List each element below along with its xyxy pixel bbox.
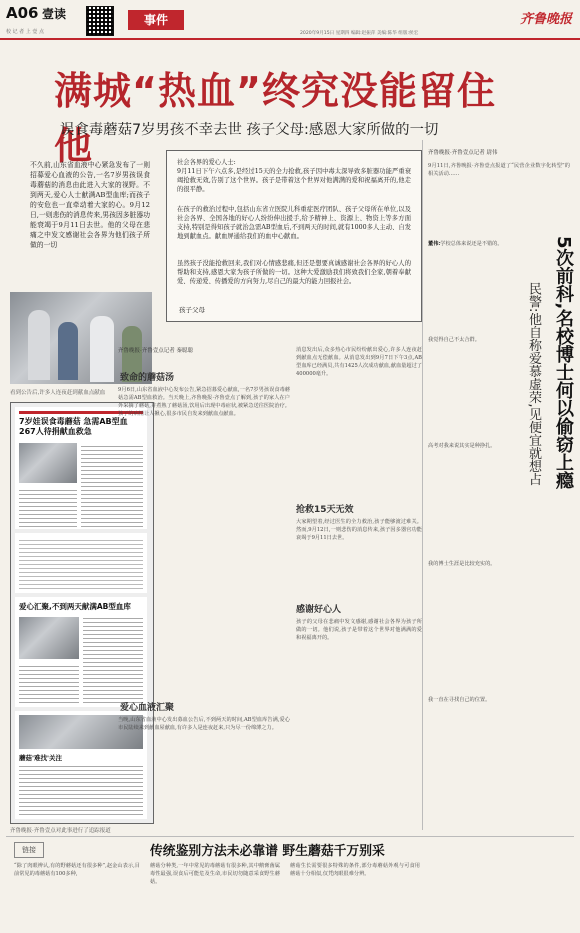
vertical-subheadline: 民警:他自称爱慕虚荣,见便宜就想占 <box>526 282 541 486</box>
link-box-label: 链接 <box>14 842 44 858</box>
section-heading-rescue: 抢救15天无效 <box>296 505 354 515</box>
right-qa-2: 我觉得自己不太合群。 <box>428 337 480 343</box>
section-tag: 事件 <box>128 10 184 30</box>
vertical-headline: 5次前科,名校博士何以偷窃上瘾 <box>553 236 574 490</box>
letter-greeting: 社会各界的爱心人士: <box>177 159 236 166</box>
collage-caption: 齐鲁晚报·齐鲁壹点对此事进行了追踪报道 <box>10 828 111 834</box>
article-byline: 齐鲁晚报·齐鲁壹点记者 秦聪聪 <box>118 348 193 354</box>
article-left-body-1: 9月6日,山东省血液中心发布公告,紧急招募爱心献血,一名7岁男孩误食毒蘑菇急需AB型血救治。当天晚上,齐鲁晚报·齐鲁壹点了解到,孩子的家人在户外采摘了蘑菇,并煮熟了蘑菇汤,饮用后出现中毒症状,被紧急送往医院治疗。孩子的病情让人揪心,很多市民自发来到献血点献血。 <box>118 387 290 417</box>
section-heading-blood: 爱心血液汇聚 <box>120 703 175 713</box>
article-mid-body-2: 大家期望着,经过医生的全力救治,孩子能够渡过难关。然而,9月12日,一则悲伤的消息传来,孩子因多器官功能衰竭于9月11日去世。 <box>296 519 422 541</box>
right-byline: 齐鲁晚报·齐鲁壹点记者 尉伟 <box>428 150 498 156</box>
editor-line: 校 记 者 上 壹 点 <box>6 29 44 35</box>
section-name: 壹读 <box>42 7 67 21</box>
letter-paragraph-1: 9月11日下午六点多,是经过15天的全力抢救,孩子因中毒太深导致多脏器功能严重衰竭抢救无效,告别了这个世界。孩子是带着这个世界对他满满的爱和祝福离开的,他走的很平静。 <box>177 168 411 193</box>
bottom-left-text: “除了肉眼辨认,有的野蘑菇还有很多种”,赵金山表示,目前常见的毒蘑菇有100多种, <box>14 863 140 877</box>
letter-paragraph-2: 在孩子的救治过程中,包括山东省立医院儿科重症医疗团队、孩子父母所在单位,以及社会各界、全国各地的好心人纷纷伸出援手,给予精神上、资源上、物资上等多方面支持,特别是得知孩子就治急需AB型血后,不到两天的时间,就有1000多人主动、自发地到献血点。献血屏通给我们的血中心献血。 <box>177 206 411 240</box>
bottom-mid-text: 蘑菇分种类,一年中常见的毒蘑菇有很多种,其中鹅膏菌属毒性最强,误食后可能危及生命,市民切勿随意采食野生蘑菇。 <box>150 863 280 885</box>
qr-code-icon <box>86 6 114 36</box>
right-intro: 9月11日,齐鲁晚报·齐鲁壹点报道了“民营企业数字化转型”的相关活动…… <box>428 163 570 177</box>
subheadline: 误食毒蘑菇7岁男孩不幸去世 孩子父母:感恩大家所做的一切 <box>60 122 439 138</box>
right-qa-4: 我的博士生涯是比较充实的。 <box>428 561 496 567</box>
headline: 满城“热血”终究没能留住他 <box>54 69 496 168</box>
article-left-body-2: 当晚,山东省血液中心发出募血公告后,不到两天的时间,AB型血库告满,爱心市民陆续来到献血屋献血,有许多人是连夜赶来,只为尽一份绵薄之力。 <box>118 717 290 731</box>
clipping-4-title: 蘑菇'难找'关注 <box>19 754 62 762</box>
lead-paragraph: 不久前,山东省血液中心紧急发布了一则招募爱心血液的公告,一名7岁男孩误食毒蘑菇的消息由此进入大家的视野。不到两天,爱心人士献满AB型血库;而孩子的安危也一直牵动着大家的心。9月12日,一则悲伤的消息传来,男孩因多脏器功能衰竭于9月11日去世。他的父母在悲痛之中发文感谢社会各界为他们孩子所做的一切 <box>30 161 150 249</box>
right-qa-1: 董伟:学校总体来说还是不错的。 <box>428 241 503 247</box>
page-number: A06 <box>6 4 39 22</box>
brand-logo: 齐鲁晚报 <box>520 12 573 27</box>
photo-caption: 看到公告后,许多人连夜赶到献血点献血 <box>10 390 106 396</box>
right-qa-3: 高考对我来说其实是种挣扎。 <box>428 443 496 449</box>
parents-letter <box>166 150 422 322</box>
clipping-3-title: 爱心汇聚,不到两天献满AB型血库 <box>19 602 131 611</box>
bottom-right-text: 蘑菇生长需要很多特殊的条件,部分毒蘑菇外观与可食用蘑菇十分相似,仅凭肉眼很难分辨。 <box>290 863 420 877</box>
article-mid-body-1: 消息发出后,众多热心市民纷纷献出爱心,许多人连夜赶到献血点无偿献血。从消息发出到9月7日下午3点,AB型血库已经满员,共有1425人次成功献血,献血量超过了400000毫升。 <box>296 347 422 377</box>
article-mid-body-3: 孩子的父母在悲痛中发文感谢,感谢社会各界为孩子所做的一切。他们说,孩子是带着这个世界对他满满的爱和祝福离开的。 <box>296 619 422 641</box>
clipping-1-title: 7岁娃误食毒蘑菇 急需AB型血 267人待捐献血救急 <box>19 417 128 436</box>
letter-signature: 孩子父母 <box>179 306 205 314</box>
date-line: 2020年9月15日 星期四 编辑:赵振萍 美编:陈华 组版:侯宏 <box>300 31 419 36</box>
bottom-headline: 传统鉴别方法未必靠谱 野生蘑菇千万别采 <box>150 844 385 859</box>
header-divider <box>0 38 580 40</box>
section-heading-thanks: 感谢好心人 <box>296 605 342 615</box>
right-qa-5: 我一直在寻找自己的位置。 <box>428 697 491 703</box>
letter-paragraph-3: 虽然孩子没能抢救回来,我们对心情感悲痛,但还是想要真诚感谢社会各界的好心人的帮助和支持,感恩大家为孩子所做的一切。这种大爱激励我们将致我们全家,朝着奉献爱、传递爱、传播爱的方向努力,尽自己的最大的能力回报社会。 <box>177 260 411 285</box>
section-heading-poison-soup: 致命的蘑菇汤 <box>120 373 175 383</box>
